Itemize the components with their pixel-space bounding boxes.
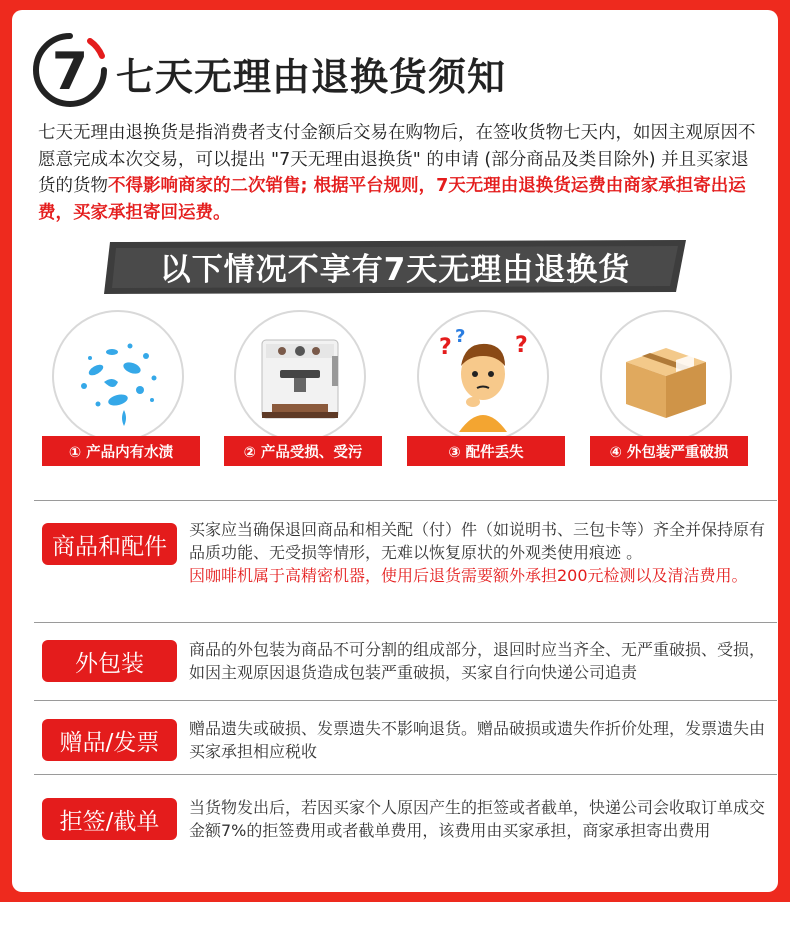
number-seven-circle-icon [32,32,108,108]
badge-number: 7 [51,42,89,102]
bottom-strip [0,902,790,929]
divider [34,700,777,701]
case-package-damage [582,300,750,480]
case-water-stain [34,300,202,480]
intro-red-text: 不得影响商家的二次销售; 根据平台规则，7天无理由退换货运费由商家承担寄出运费，买家承担寄回运费。 [38,176,746,223]
rule-tag-goods-accessories: 商品和配件 [42,523,177,565]
rule-tag-packaging: 外包装 [42,640,177,682]
case-label: ① 产品内有水渍 [42,436,200,466]
svg-text:?: ? [439,335,452,360]
number-badge [32,32,108,108]
intro-text: 七天无理由退换货是指消费者支付金额后交易在购物后，在签收货物七天内，如因主观原因不愿意完成本次交易，可以提出 "7天无理由退换货" 的申请 (部分商品及类目除外) 并且买家退货的货物 [38,123,756,196]
svg-text:?: ? [455,326,466,347]
rule-body: 买家应当确保退回商品和相关配（付）件（如说明书、三包卡等）齐全并保持原有品质功能、无受损等情形，无难以恢复原状的外观类使用痕迹 。 [189,520,766,562]
rule-red-note: 因咖啡机属于高精密机器，使用后退货需要额外承担200元检测以及清洁费用。 [189,566,748,585]
case-label: ④ 外包装严重破损 [590,436,748,466]
case-image [417,310,549,442]
rule-tag-gift-invoice: 赠品/发票 [42,719,177,761]
intro-paragraph [38,120,758,226]
cardboard-box-icon [602,312,730,440]
coffee-machine-icon [236,312,364,440]
divider [34,774,777,775]
rule-text-refusal: 当货物发出后，若因买家个人原因产生的拒签或者截单，快递公司会收取订单成交金额7%的拒签费用或者截单费用，该费用由买家承担，商家承担寄出费用 [189,798,766,840]
banner-text: 以下情况不享有7天无理由退换货 [159,251,631,288]
notice-card [12,10,778,892]
water-drops-icon [54,312,182,440]
rule-text-gift-invoice: 赠品遗失或破损、发票遗失不影响退货。赠品破损或遗失作折价处理，发票遗失由买家承担相应税收 [189,719,766,761]
case-image [52,310,184,442]
case-label: ③ 配件丢失 [407,436,565,466]
exclusion-banner [104,238,686,294]
case-image [600,310,732,442]
divider [34,622,777,623]
confused-person-icon [419,312,547,440]
rule-text-packaging: 商品的外包装为商品不可分割的组成部分，退回时应当齐全、无严重破损、受损，如因主观原因退货造成包装严重破损，买家自行向快递公司追责 [189,640,766,682]
case-missing-accessories [399,300,567,480]
divider [34,500,777,501]
svg-text:?: ? [515,333,528,358]
case-damaged [216,300,384,480]
page-title: 七天无理由退换货须知 [116,55,507,99]
rule-tag-refusal: 拒签/截单 [42,798,177,840]
case-image [234,310,366,442]
case-label: ② 产品受损、受污 [224,436,382,466]
rule-text-goods-accessories [189,518,777,587]
